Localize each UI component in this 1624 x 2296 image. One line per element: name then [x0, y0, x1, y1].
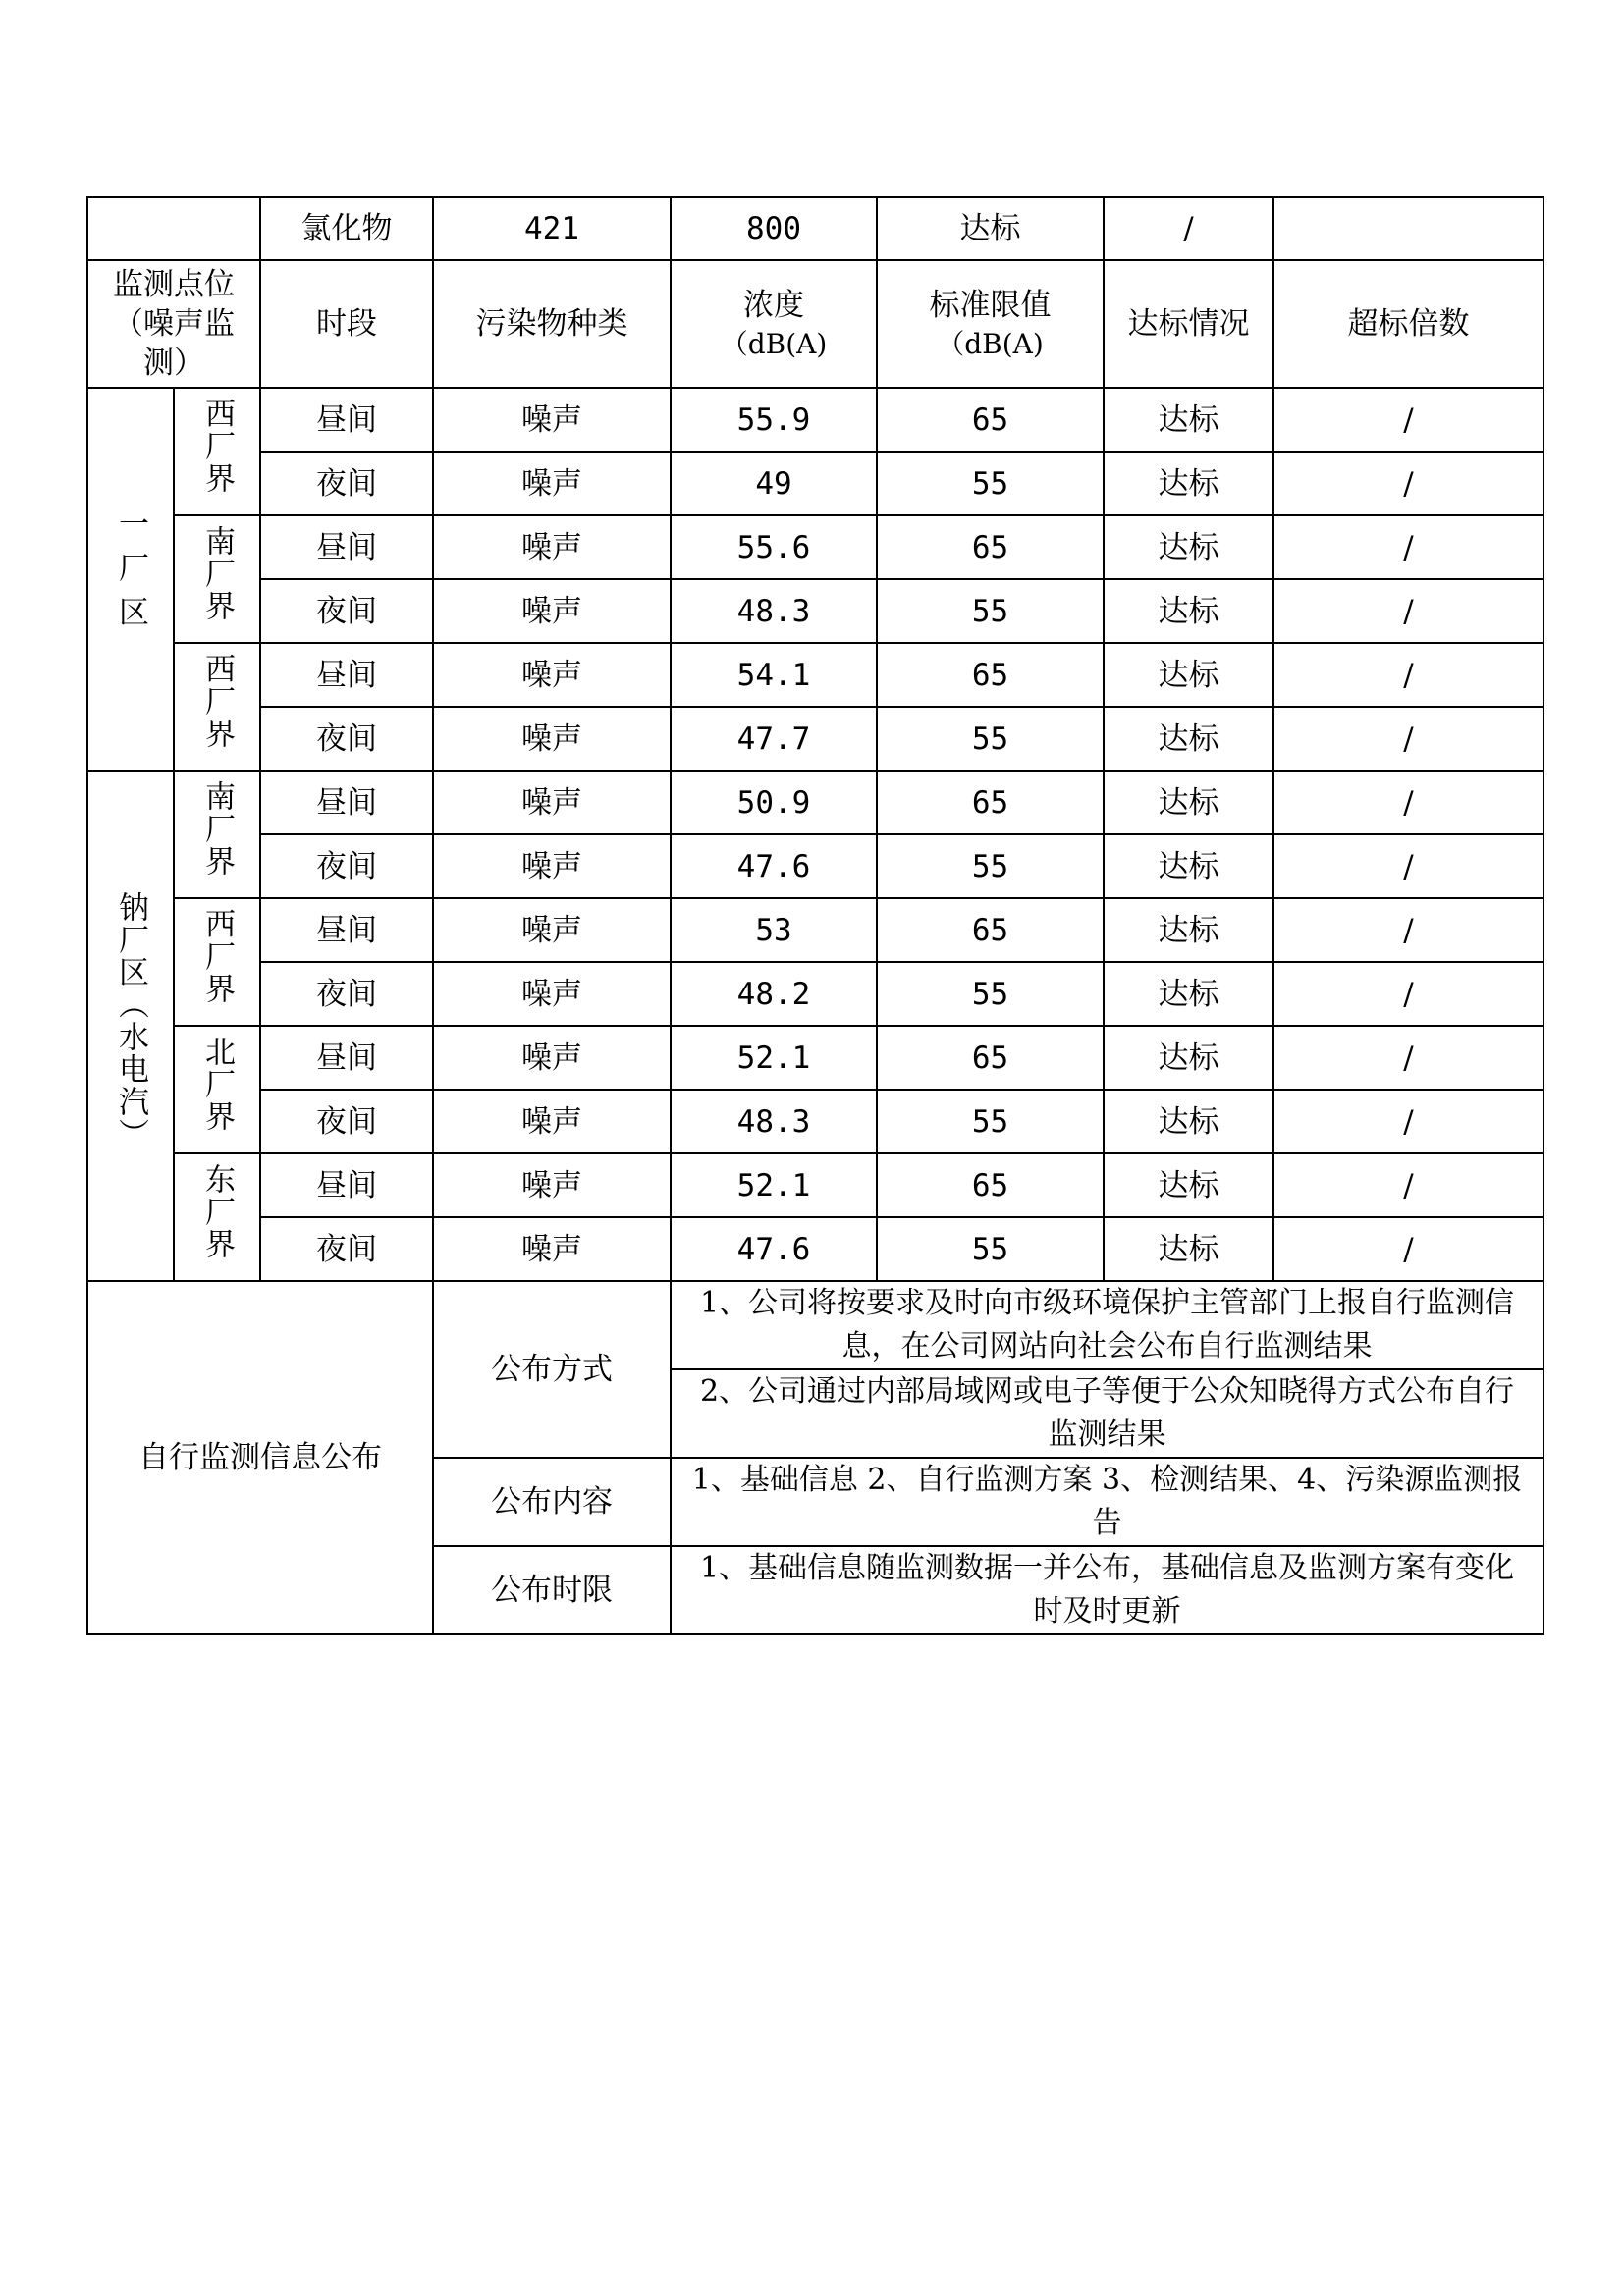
deadline-label: 公布时限 [433, 1546, 671, 1634]
boundary-name: 南厂界 [199, 780, 235, 878]
exceed-cell: / [1273, 515, 1543, 579]
period-cell: 夜间 [260, 707, 433, 771]
status-cell: 达标 [1104, 1153, 1273, 1217]
area-name: 钠厂区（水电汽） [113, 890, 148, 1150]
type-cell: 噪声 [433, 962, 671, 1026]
header-exceed: 超标倍数 [1273, 260, 1543, 388]
period-cell: 夜间 [260, 962, 433, 1026]
limit-cell: 65 [877, 388, 1104, 452]
status-cell: 达标 [1104, 834, 1273, 898]
boundary-name: 北厂界 [199, 1036, 235, 1133]
value-cell: 47.6 [671, 1217, 877, 1281]
table-row [87, 1217, 1543, 1281]
limit-cell: 55 [877, 707, 1104, 771]
content-text: 1、基础信息 2、自行监测方案 3、检测结果、4、污染源监测报告 [671, 1458, 1543, 1546]
exceed-cell: / [1273, 452, 1543, 515]
boundary-name: 东厂界 [199, 1163, 235, 1260]
period-cell: 昼间 [260, 515, 433, 579]
content-label: 公布内容 [433, 1458, 671, 1546]
exceed-cell: / [1273, 579, 1543, 643]
value-cell: 52.1 [671, 1026, 877, 1090]
exceed-cell: / [1104, 197, 1273, 260]
exceed-cell: / [1273, 1153, 1543, 1217]
header-point-text: 监测点位（噪声监测） [113, 267, 235, 381]
value-cell: 48.2 [671, 962, 877, 1026]
exceed-cell: / [1273, 898, 1543, 962]
value-cell: 47.6 [671, 834, 877, 898]
limit-cell: 55 [877, 579, 1104, 643]
disclosure-row-1 [87, 1281, 1543, 1369]
period-cell: 昼间 [260, 643, 433, 707]
status-cell: 达标 [1104, 515, 1273, 579]
type-cell: 噪声 [433, 1026, 671, 1090]
chloride-row [87, 197, 1543, 260]
boundary-name: 西厂界 [199, 908, 235, 1005]
header-limit [877, 260, 1104, 388]
header-concentration-unit: （dB(A) [720, 328, 828, 360]
table-row [87, 707, 1543, 771]
boundary-name: 西厂界 [199, 653, 235, 750]
value-cell: 54.1 [671, 643, 877, 707]
period-cell: 昼间 [260, 388, 433, 452]
area-cell [87, 771, 174, 1281]
disclosure-title: 自行监测信息公布 [87, 1281, 433, 1634]
concentration-cell: 421 [433, 197, 671, 260]
boundary-cell [174, 1153, 260, 1281]
value-cell: 52.1 [671, 1153, 877, 1217]
table-row [87, 643, 1543, 707]
boundary-cell [174, 515, 260, 643]
limit-cell: 65 [877, 1026, 1104, 1090]
value-cell: 50.9 [671, 771, 877, 834]
value-cell: 55.6 [671, 515, 877, 579]
status-cell: 达标 [1104, 898, 1273, 962]
exceed-cell: / [1273, 643, 1543, 707]
type-cell: 噪声 [433, 452, 671, 515]
deadline-text: 1、基础信息随监测数据一并公布，基础信息及监测方案有变化时及时更新 [671, 1546, 1543, 1634]
limit-cell: 800 [671, 197, 877, 260]
type-cell: 噪声 [433, 643, 671, 707]
extra-cell [1273, 197, 1543, 260]
header-pollutant-type: 污染物种类 [433, 260, 671, 388]
status-cell: 达标 [1104, 707, 1273, 771]
type-cell: 噪声 [433, 388, 671, 452]
status-cell: 达标 [1104, 579, 1273, 643]
value-cell: 47.7 [671, 707, 877, 771]
boundary-cell [174, 1026, 260, 1153]
header-limit-text: 标准限值 [929, 288, 1052, 323]
type-cell: 噪声 [433, 771, 671, 834]
limit-cell: 65 [877, 771, 1104, 834]
table-row [87, 388, 1543, 452]
header-concentration-text: 浓度 [743, 288, 804, 323]
period-cell: 昼间 [260, 1153, 433, 1217]
area-name: 一厂区 [113, 507, 148, 640]
status-cell: 达标 [1104, 1217, 1273, 1281]
status-cell: 达标 [1104, 452, 1273, 515]
method-2: 2、公司通过内部局域网或电子等便于公众知晓得方式公布自行监测结果 [671, 1369, 1543, 1458]
period-cell: 夜间 [260, 452, 433, 515]
header-limit-unit: （dB(A) [937, 328, 1044, 360]
status-cell: 达标 [1104, 771, 1273, 834]
period-cell: 夜间 [260, 834, 433, 898]
value-cell: 55.9 [671, 388, 877, 452]
header-status: 达标情况 [1104, 260, 1273, 388]
table-row [87, 962, 1543, 1026]
type-cell: 噪声 [433, 515, 671, 579]
limit-cell: 55 [877, 452, 1104, 515]
method-1: 1、公司将按要求及时向市级环境保护主管部门上报自行监测信息，在公司网站向社会公布自行监测结果 [671, 1281, 1543, 1369]
limit-cell: 55 [877, 1090, 1104, 1153]
monitoring-table [86, 196, 1544, 1635]
exceed-cell: / [1273, 388, 1543, 452]
type-cell: 噪声 [433, 707, 671, 771]
table-row [87, 1090, 1543, 1153]
empty-cell [87, 197, 260, 260]
exceed-cell: / [1273, 1090, 1543, 1153]
boundary-cell [174, 771, 260, 898]
table-row [87, 579, 1543, 643]
exceed-cell: / [1273, 771, 1543, 834]
exceed-cell: / [1273, 1026, 1543, 1090]
value-cell: 53 [671, 898, 877, 962]
noise-header-row [87, 260, 1543, 388]
limit-cell: 65 [877, 515, 1104, 579]
status-cell: 达标 [1104, 1090, 1273, 1153]
limit-cell: 65 [877, 643, 1104, 707]
method-label: 公布方式 [433, 1281, 671, 1458]
limit-cell: 65 [877, 1153, 1104, 1217]
table-row [87, 771, 1543, 834]
boundary-cell [174, 898, 260, 1026]
exceed-cell: / [1273, 962, 1543, 1026]
header-period: 时段 [260, 260, 433, 388]
value-cell: 48.3 [671, 579, 877, 643]
header-concentration [671, 260, 877, 388]
status-cell: 达标 [1104, 1026, 1273, 1090]
type-cell: 噪声 [433, 579, 671, 643]
limit-cell: 55 [877, 962, 1104, 1026]
status-cell: 达标 [1104, 388, 1273, 452]
table-body [87, 197, 1543, 1634]
area-cell [87, 388, 174, 771]
type-cell: 噪声 [433, 1153, 671, 1217]
period-cell: 昼间 [260, 771, 433, 834]
pollutant-cell: 氯化物 [260, 197, 433, 260]
period-cell: 昼间 [260, 1026, 433, 1090]
table-row [87, 834, 1543, 898]
period-cell: 夜间 [260, 1090, 433, 1153]
value-cell: 49 [671, 452, 877, 515]
table-row [87, 452, 1543, 515]
exceed-cell: / [1273, 707, 1543, 771]
table-row [87, 1153, 1543, 1217]
type-cell: 噪声 [433, 834, 671, 898]
boundary-cell [174, 643, 260, 771]
type-cell: 噪声 [433, 1090, 671, 1153]
period-cell: 昼间 [260, 898, 433, 962]
status-cell: 达标 [1104, 643, 1273, 707]
type-cell: 噪声 [433, 1217, 671, 1281]
exceed-cell: / [1273, 1217, 1543, 1281]
exceed-cell: / [1273, 834, 1543, 898]
header-point [87, 260, 260, 388]
limit-cell: 55 [877, 1217, 1104, 1281]
boundary-name: 南厂界 [199, 525, 235, 622]
table-row [87, 898, 1543, 962]
boundary-cell [174, 388, 260, 515]
limit-cell: 55 [877, 834, 1104, 898]
value-cell: 48.3 [671, 1090, 877, 1153]
table-row [87, 515, 1543, 579]
status-cell: 达标 [877, 197, 1104, 260]
table-row [87, 1026, 1543, 1090]
status-cell: 达标 [1104, 962, 1273, 1026]
type-cell: 噪声 [433, 898, 671, 962]
limit-cell: 65 [877, 898, 1104, 962]
boundary-name: 西厂界 [199, 398, 235, 495]
period-cell: 夜间 [260, 579, 433, 643]
period-cell: 夜间 [260, 1217, 433, 1281]
